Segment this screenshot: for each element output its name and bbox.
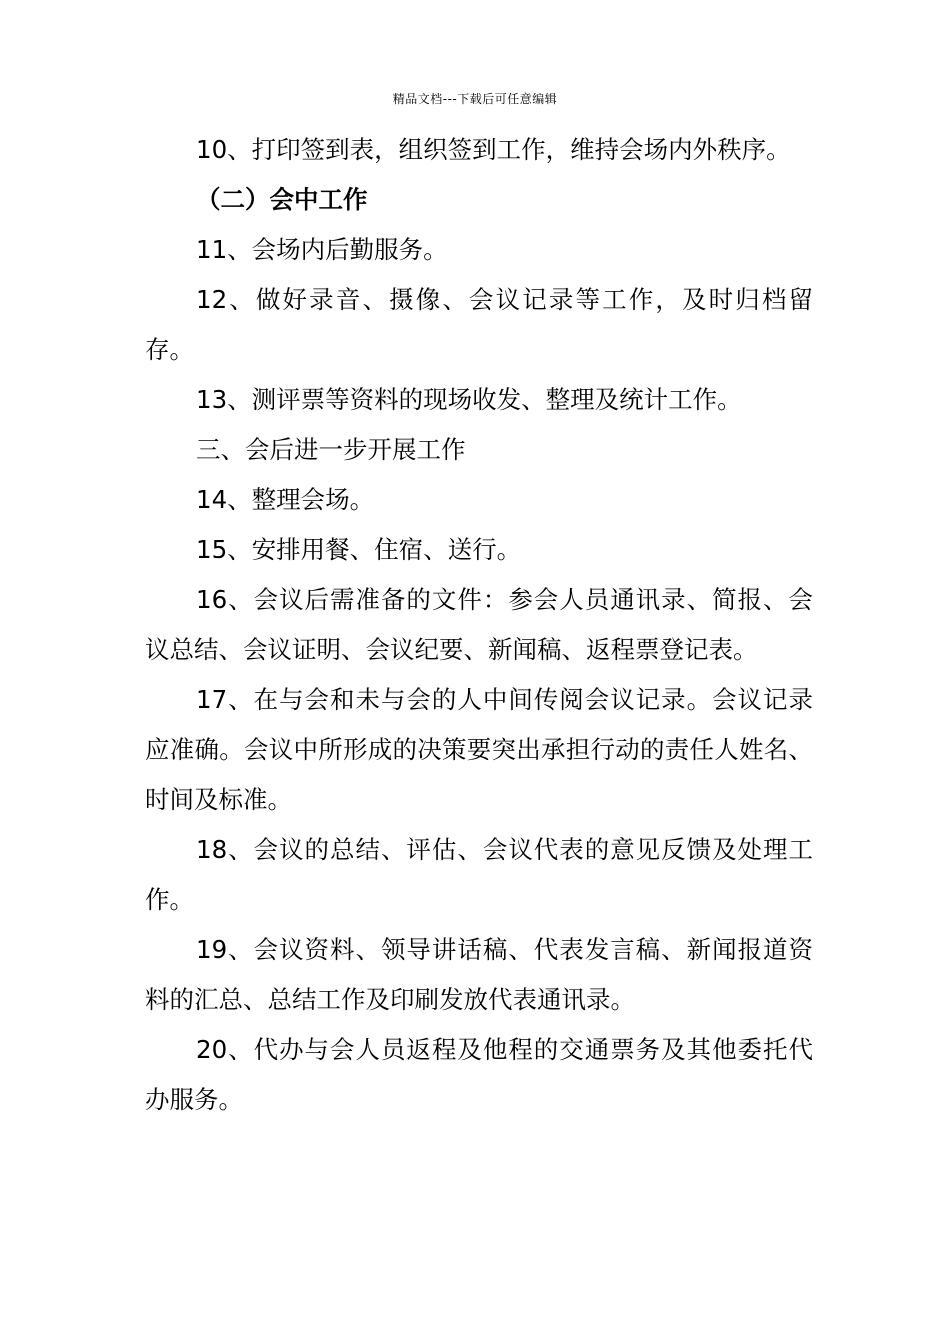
item-20: 20、代办与会人员返程及他程的交通票务及其他委托代办服务。 (145, 1035, 813, 1114)
item-13: 13、测评票等资料的现场收发、整理及统计工作。 (196, 385, 742, 414)
section-heading-during-meeting: （二）会中工作 (196, 185, 368, 214)
section-heading-after-meeting: 三、会后进一步开展工作 (196, 435, 466, 464)
item-18: 18、会议的总结、评估、会议代表的意见反馈及处理工作。 (145, 835, 813, 914)
item-14: 14、整理会场。 (196, 485, 375, 514)
page-header: 精品文档---下载后可任意编辑 (392, 92, 558, 106)
document-body (145, 125, 813, 1125)
item-10: 10、打印签到表，组织签到工作，维持会场内外秩序。 (196, 135, 791, 164)
item-17: 17、在与会和未与会的人中间传阅会议记录。会议记录应准确。会议中所形成的决策要突出承担行动的责任人姓名、时间及标准。 (145, 685, 813, 814)
item-19: 19、会议资料、领导讲话稿、代表发言稿、新闻报道资料的汇总、总结工作及印刷发放代表通讯录。 (145, 935, 813, 1014)
item-15: 15、安排用餐、住宿、送行。 (196, 535, 522, 564)
item-16: 16、会议后需准备的文件：参会人员通讯录、简报、会议总结、会议证明、会议纪要、新闻稿、返程票登记表。 (145, 585, 813, 664)
item-11: 11、会场内后勤服务。 (196, 235, 448, 264)
item-12: 12、做好录音、摄像、会议记录等工作，及时归档留存。 (145, 285, 813, 364)
